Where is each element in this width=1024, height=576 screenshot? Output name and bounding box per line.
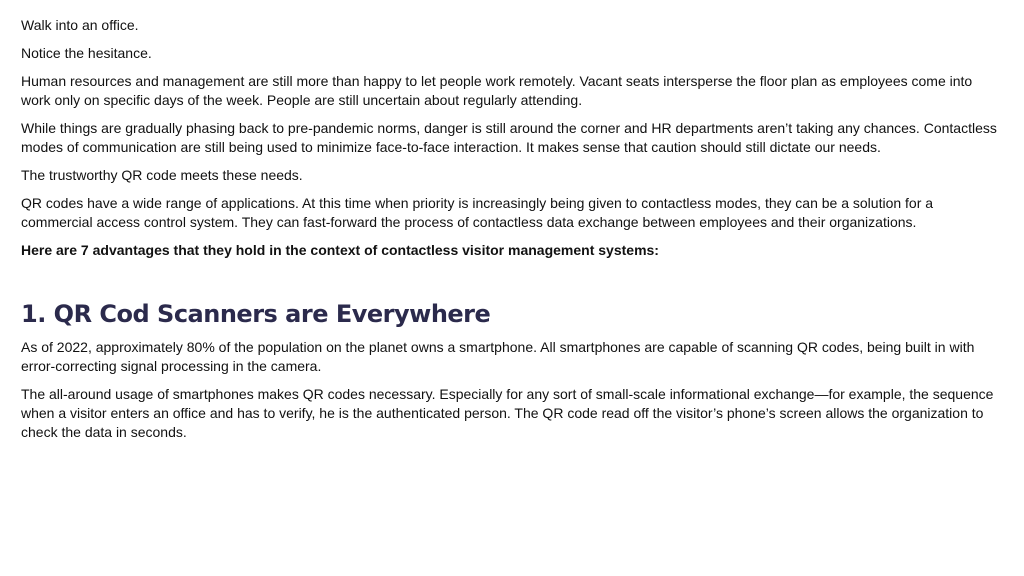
section-paragraph-1: As of 2022, approximately 80% of the population on the planet owns a smartphone. All smartphones are capable of scanning QR codes, being built in with error-correcting signal processing in the camera. xyxy=(21,339,975,374)
intro-paragraph-1: Walk into an office. xyxy=(21,17,139,33)
section-heading: 1. QR Cod Scanners are Everywhere xyxy=(21,300,491,328)
intro-paragraph-2: Notice the hesitance. xyxy=(21,45,152,61)
section-paragraph-2: The all-around usage of smartphones makes QR codes necessary. Especially for any sort of small-scale informational exchange—for example, the sequence when a visitor enters an office and has to verify, he is the authenticated person. The QR code read off the visitor’s phone’s screen allows the organization to check the data in seconds. xyxy=(21,386,994,440)
intro-paragraph-5: The trustworthy QR code meets these needs. xyxy=(21,167,303,183)
intro-paragraph-6: QR codes have a wide range of applications. At this time when priority is increasingly being given to contactless modes, they can be a solution for a commercial access control system. They can fast-forward the process of contactless data exchange between employees and their organizations. xyxy=(21,195,934,230)
advantages-lead: Here are 7 advantages that they hold in the context of contactless visitor management systems: xyxy=(21,242,659,258)
intro-paragraph-3: Human resources and management are still more than happy to let people work remotely. Vacant seats intersperse the floor plan as employees come into work only on specific days of the week. People are still uncertain about regularly attending. xyxy=(21,73,973,108)
intro-paragraph-4: While things are gradually phasing back to pre-pandemic norms, danger is still around the corner and HR departments aren’t taking any chances. Contactless modes of communication are still being used to minimize face-to-face interaction. It makes sense that caution should still dictate our needs. xyxy=(21,120,997,155)
